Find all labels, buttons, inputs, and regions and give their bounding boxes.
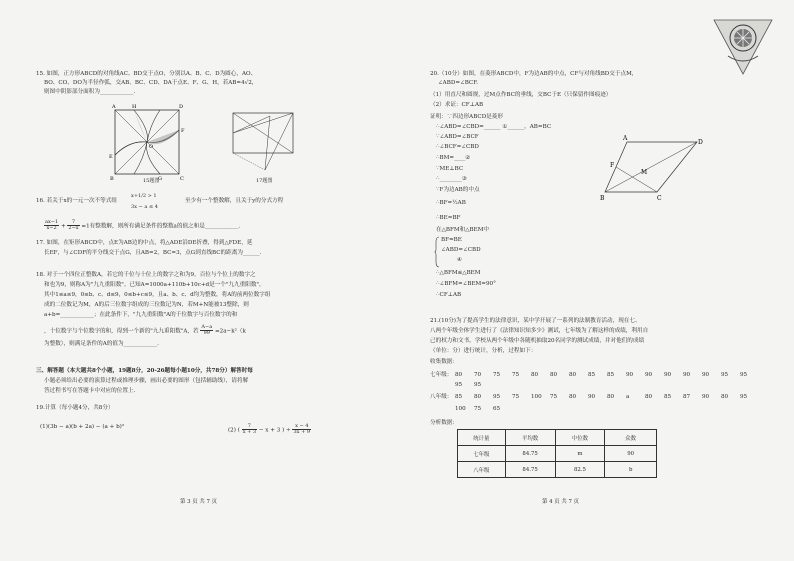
score-value: 87 — [683, 394, 691, 400]
q21-line3: 己的权力和文书，学校从两个年级中各随机抽取20名同学的测试成绩，并对他们的成绩 — [430, 338, 645, 344]
score-value: 85 — [664, 394, 672, 400]
fig15-label-C: C — [180, 176, 184, 182]
q20-line2: ∠ABD=∠BCF. — [438, 80, 478, 86]
q15-line1: 15. 如图，正方形ABCD的对角线AC、BD交于点O，分别以A、B、C、D为圆心，AO、 — [36, 71, 257, 77]
q21-line2: 八两个年级全体学生进行了《法律知识知多少》测试，七年级为了解这样的成绩，利用自 — [430, 328, 649, 334]
score-value: 85 — [455, 394, 463, 400]
table-cell: b — [605, 462, 657, 478]
q19-frac1: $\frac{7}{x + 3}$ — [242, 423, 257, 436]
score-value: 80 — [721, 394, 729, 400]
q18-line6: ，十位数字与个位数字的和，得到一个新的"九九重阳数"A，若 $\frac{A-a}{99}$ =2a−k²（k — [44, 324, 246, 337]
table-cell: m — [555, 446, 605, 462]
score-value: 70 — [474, 372, 482, 378]
score-value: 80 — [569, 372, 577, 378]
q20-proof-5: ∴BM=____② — [436, 155, 471, 161]
score-value: 95 — [493, 394, 501, 400]
q19-part1: (1)(3b − a)(b + 2a) − (a + b)² — [40, 424, 125, 430]
q20-proof-4: ∴∠BCF=∠CBD — [436, 144, 479, 150]
score-value: 95 — [455, 382, 463, 388]
table-cell: 七年级 — [458, 446, 506, 462]
page4-footer: 第 4 页 共 7 页 — [542, 499, 579, 505]
grade8-label: 八年级： — [430, 394, 453, 400]
score-value: 90 — [702, 394, 710, 400]
score-value: 95 — [721, 372, 729, 378]
score-value: 80 — [455, 372, 463, 378]
section3-line2: 小题必须给出必要的演算过程或推理步骤，画出必要的图形（包括辅助线），请将解 — [44, 378, 249, 384]
fig20-label-C: C — [657, 195, 662, 202]
fig15-label-F: F — [181, 128, 185, 134]
brace-icon — [434, 236, 440, 268]
score-value: 95 — [740, 394, 748, 400]
score-value: 100 — [531, 394, 542, 400]
grade7-scores-row2 — [455, 382, 493, 389]
figure-17 — [225, 108, 300, 178]
q17-line1: 17. 如图，在矩形ABCD中，点E为AB边的中点，将△ADE沿DE折叠，得到△FDE，延 — [36, 240, 253, 246]
stats-table — [457, 429, 657, 478]
q20-proof-12: BF=BE — [441, 237, 462, 243]
grade8-scores-row2 — [455, 406, 512, 413]
q16-line2: $\frac{ax-1}{x-2}$ + $\frac{7}{2-x}$ =1有整数解，则所有满足条件的整数a的值之和是____________. — [45, 219, 241, 232]
page3-footer: 第 3 页 共 7 页 — [180, 499, 217, 505]
score-value: 75 — [493, 372, 501, 378]
q16-line1a: 16. 若关于x的一元一次不等式组 — [36, 198, 117, 204]
grade8-scores-row1 — [455, 394, 759, 401]
fig15-caption: 15题图 — [143, 178, 160, 184]
q21-line4: （单位：分）进行统计，分析，过程如下： — [430, 348, 537, 354]
score-value: 75 — [474, 406, 482, 412]
fig20-label-B: B — [600, 195, 605, 202]
score-value: 100 — [455, 406, 466, 412]
table-header-row — [458, 430, 657, 446]
score-value: 75 — [550, 394, 558, 400]
grade7-scores-row1 — [455, 372, 759, 379]
q20-proof-2: ∴∠ABD=∠CBD=______ ①______，AB=BC — [436, 124, 552, 130]
fig20-label-A: A — [623, 135, 628, 142]
score-value: 90 — [664, 372, 672, 378]
q15-line2: BO、CO、DO为半径作弧，交AB、BC、CD、DA于点E、F、G、H，若AB=4√2， — [44, 80, 258, 86]
score-value: 80 — [531, 372, 539, 378]
table-cell: 八年级 — [458, 462, 506, 478]
score-value: 80 — [607, 394, 615, 400]
score-value: 80 — [474, 394, 482, 400]
q17-line2: 长EF，与∠CDF的平分线交于点G，且AB=2，BC=3，点G到直线BC的距离为______. — [44, 250, 262, 256]
score-value: 95 — [474, 382, 482, 388]
q15-line3: 则图中阴影部分面积为____________. — [44, 89, 136, 95]
table-header: 众数 — [605, 430, 657, 446]
q16-frac2: $\frac{7}{2-x}$ — [68, 219, 79, 232]
school-emblem-icon — [712, 16, 774, 78]
q20-proof-7: ∴________③ — [436, 176, 467, 182]
q20-proof-8: ∵F为边AB的中点 — [436, 187, 480, 193]
q16-sys2: 3x − a ≤ 4 — [131, 204, 158, 210]
page-4 — [397, 0, 794, 561]
figure-20-rhombus — [597, 134, 707, 204]
section3-line3: 答过程书写在答题卡中对应的位置上. — [44, 388, 136, 394]
score-value: a — [626, 394, 630, 400]
q20-proof-10: ∴BE=BF — [436, 215, 461, 221]
fig15-label-A: A — [112, 104, 116, 110]
fig20-label-D: D — [698, 139, 703, 146]
table-header: 平均数 — [505, 430, 555, 446]
q20-proof-6: ∵ME⊥BC — [436, 166, 464, 172]
q19-part2: (2) ( $\frac{7}{x + 3}$ − x + 3 ) ÷ $\frac{x - 4}{3x + 9}$ — [228, 423, 311, 436]
fig15-label-H: H — [132, 104, 137, 110]
figure-15 — [100, 100, 195, 190]
q18-line2: 和也为9，则称A为"九九重阳数"。已知A=1000a+110b+10c+d是一个"九九重阳数"， — [44, 282, 265, 288]
fig15-label-D: D — [179, 104, 184, 110]
table-cell: 90 — [605, 446, 657, 462]
score-value: 90 — [683, 372, 691, 378]
score-value: 80 — [550, 372, 558, 378]
fig20-label-F: F — [610, 162, 615, 169]
fig15-label-G: G — [158, 176, 162, 182]
q18-line4: 成的二位数记为M，A的后三位数字组成的三位数记为N，若M+N能被13整除，则 — [44, 302, 249, 308]
score-value: 90 — [702, 372, 710, 378]
grade7-label: 七年级： — [430, 372, 453, 378]
q20-proof-14: ④ — [457, 257, 463, 263]
q20-line3: （1）用直尺和圆规，过M点作BC的垂线，交BC于E（只保留作图痕迹） — [430, 92, 612, 98]
q20-line4: （2）求证：CF⊥AB — [430, 102, 484, 108]
q20-proof-13: ∠ABD=∠CBD — [441, 247, 481, 253]
q18-line3: 其中1≤a≤9，0≤b、c、d≤9，0≤b+c≤9，且a、b、c、d均为整数，将A的前两位数字组 — [44, 292, 271, 298]
q20-proof-1: 证明：∵四边形ABCD是菱形 — [430, 114, 503, 120]
fig15-label-B: B — [110, 176, 114, 182]
fig15-label-O: O — [149, 144, 154, 150]
q16-line1b: 至少有一个整数解，且关于y的分式方程 — [185, 198, 284, 204]
q18-line1: 18. 对于一个四位正整数A，若它的千位与十位上的数字之和为9，百位与个位上的数字之 — [36, 272, 256, 278]
table-header: 统计量 — [458, 430, 506, 446]
fig20-label-M: M — [641, 169, 648, 176]
q18-frac: $\frac{A-a}{99}$ — [201, 324, 213, 337]
q21-analysis: 分析数据： — [430, 420, 458, 426]
score-value: 95 — [740, 372, 748, 378]
q20-proof-9: ∴BF=½AB — [436, 200, 466, 206]
score-value: 80 — [645, 394, 653, 400]
q21-line1: 21.(10分)为了提高学生的法律意识，某中学开展了一系列的法制教育活动，现在七、 — [430, 318, 641, 324]
q18-line7: 为整数），则满足条件的A的值为____________. — [44, 341, 159, 347]
q20-proof-16: ∴∠BFM=∠BEM=90° — [436, 281, 496, 287]
q20-proof-15: ∴△BFM≌△BEM — [436, 270, 481, 276]
fig17-caption: 17题图 — [256, 178, 273, 184]
table-cell: 82.5 — [555, 462, 605, 478]
q16-sys1: x+1/2 > 1 — [131, 193, 157, 199]
section3-line1: 三、解答题（本大题共8个小题，19题8分，20-26题每小题10分，共78分）解答时每 — [36, 368, 253, 374]
score-value: 65 — [493, 406, 501, 412]
score-value: 90 — [588, 394, 596, 400]
score-value: 90 — [645, 372, 653, 378]
fig15-label-E: E — [109, 154, 113, 160]
score-value: 80 — [569, 394, 577, 400]
q21-collect: 收集数据： — [430, 359, 458, 365]
table-row — [458, 446, 657, 462]
q19-title: 19.计算（每小题4分，共8分） — [36, 405, 114, 411]
q20-proof-17: ∴CF⊥AB — [436, 292, 462, 298]
table-header: 中位数 — [555, 430, 605, 446]
score-value: 75 — [512, 372, 520, 378]
q20-proof-3: ∵∠ABD=∠BCF — [436, 134, 479, 140]
score-value: 85 — [607, 372, 615, 378]
score-value: 75 — [512, 394, 520, 400]
q19-frac2: $\frac{x - 4}{3x + 9}$ — [293, 423, 311, 436]
q18-line5: a+b=____________；在此条件下，"九九重阳数"A的千位数字与百位数字的和 — [44, 312, 238, 318]
table-cell: 84.75 — [505, 462, 555, 478]
q20-proof-11: 在△BFM和△BEM中 — [436, 227, 490, 233]
q20-line1: 20.（10分）如图，在菱形ABCD中，F为边AB的中点，CF与对角线BD交于点M， — [430, 71, 638, 77]
score-value: 85 — [588, 372, 596, 378]
table-row — [458, 462, 657, 478]
score-value: 90 — [626, 372, 634, 378]
q16-frac1: $\frac{ax-1}{x-2}$ — [45, 219, 59, 232]
table-cell: 84.75 — [505, 446, 555, 462]
